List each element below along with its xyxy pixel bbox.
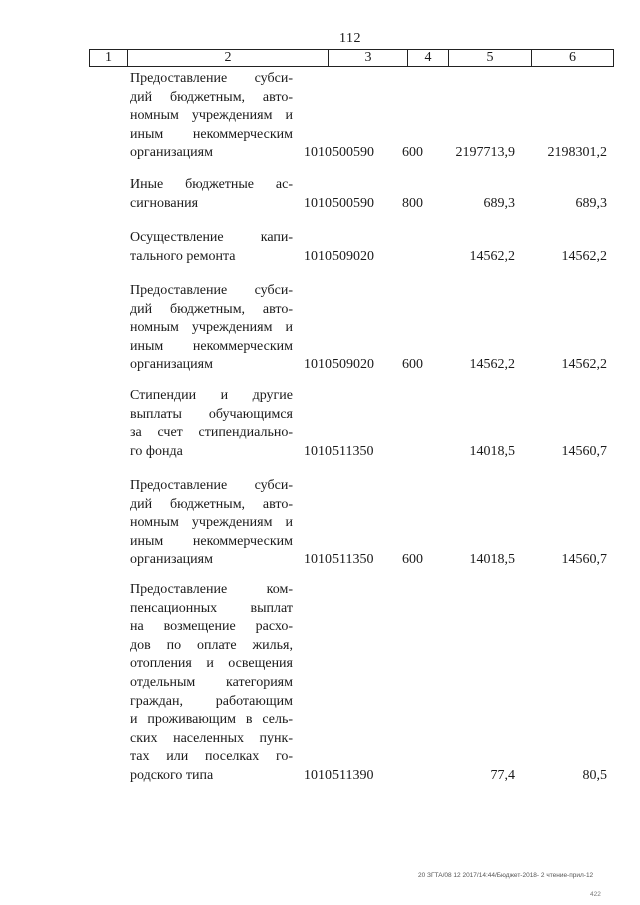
description-line: Иные бюджетные ас- xyxy=(130,177,293,192)
expense-type: 600 xyxy=(402,357,423,373)
footer-page-number: 422 xyxy=(590,891,601,898)
description-line: отопления и освещения xyxy=(130,656,293,672)
row-description xyxy=(130,70,293,163)
target-code: 1010509020 xyxy=(304,357,374,373)
target-code: 1010511350 xyxy=(304,443,374,459)
amount-col6: 689,3 xyxy=(575,195,607,211)
row-description xyxy=(130,282,293,375)
description-line: дий бюджетным, авто- xyxy=(130,496,293,512)
expense-type: 600 xyxy=(402,552,423,568)
row-description xyxy=(130,581,293,786)
description-line: Предоставление субси- xyxy=(130,478,293,493)
target-code: 1010500590 xyxy=(304,145,374,161)
description-line: тального ремонта xyxy=(130,248,236,264)
description-line: тах или поселках го- xyxy=(130,749,293,765)
expense-type: 800 xyxy=(402,195,423,211)
amount-col6: 14562,2 xyxy=(561,357,607,373)
amount-col6: 14560,7 xyxy=(561,443,607,459)
description-line: родского типа xyxy=(130,767,214,783)
column-header-4: 4 xyxy=(408,50,449,67)
description-line: граждан, работающим xyxy=(130,693,293,709)
amount-col5: 14018,5 xyxy=(469,552,515,568)
print-footer: 20 ЗГТА/08 12 2017/14:44/Бюджет-2018- 2 чтение-прил-12 xyxy=(418,872,594,879)
description-line: организациям xyxy=(130,552,213,568)
target-code: 1010511350 xyxy=(304,552,374,568)
description-line: отдельным категориям xyxy=(130,674,293,690)
description-line: номным учреждениям и xyxy=(130,320,293,336)
description-line: дов по оплате жилья, xyxy=(130,637,293,653)
description-line: Предоставление субси- xyxy=(130,283,293,298)
description-line: выплаты обучающимся xyxy=(130,406,293,422)
description-line: на возмещение расхо- xyxy=(130,619,293,635)
amount-col5: 77,4 xyxy=(490,768,515,783)
amount-col6: 2198301,2 xyxy=(547,145,607,161)
expense-type: 600 xyxy=(402,145,423,161)
description-line: Стипендии и другие xyxy=(130,388,293,403)
target-code: 1010500590 xyxy=(304,195,374,211)
description-line: иным некоммерческим xyxy=(130,126,293,142)
description-line: номным учреждениям и xyxy=(130,108,293,124)
description-line: организациям xyxy=(130,357,213,373)
column-header-6: 6 xyxy=(532,50,614,67)
page-number: 112 xyxy=(339,31,361,46)
description-line: иным некоммерческим xyxy=(130,533,293,549)
description-line: дий бюджетным, авто- xyxy=(130,301,293,317)
description-line: и проживающим в сель- xyxy=(130,712,293,728)
description-line: за счет стипендиально- xyxy=(130,425,293,441)
column-header-5: 5 xyxy=(449,50,532,67)
amount-col6: 14562,2 xyxy=(561,248,607,264)
column-numbers-row xyxy=(90,50,614,67)
column-header-2: 2 xyxy=(128,50,329,67)
description-line: номным учреждениям и xyxy=(130,515,293,531)
amount-col6: 14560,7 xyxy=(561,552,607,568)
amount-col5: 14562,2 xyxy=(469,248,515,264)
description-line: Осуществление капи- xyxy=(130,230,293,245)
row-description xyxy=(130,387,293,461)
description-line: иным некоммерческим xyxy=(130,338,293,354)
description-line: го фонда xyxy=(130,443,183,459)
row-description xyxy=(130,477,293,570)
target-code: 1010509020 xyxy=(304,248,374,264)
description-line: организациям xyxy=(130,145,213,161)
amount-col6: 80,5 xyxy=(582,768,607,783)
column-header-table xyxy=(89,49,614,67)
row-description xyxy=(130,176,293,213)
column-header-3: 3 xyxy=(329,50,408,67)
row-description xyxy=(130,229,293,266)
amount-col5: 14018,5 xyxy=(469,443,515,459)
description-line: сигнования xyxy=(130,195,199,211)
column-header-1: 1 xyxy=(90,50,128,67)
amount-col5: 2197713,9 xyxy=(455,145,515,161)
target-code: 1010511390 xyxy=(304,768,374,783)
amount-col5: 14562,2 xyxy=(469,357,515,373)
amount-col5: 689,3 xyxy=(483,195,515,211)
description-line: ских населенных пунк- xyxy=(130,730,293,746)
description-line: Предоставление ком- xyxy=(130,582,293,597)
description-line: пенсационных выплат xyxy=(130,600,293,616)
description-line: Предоставление субси- xyxy=(130,71,293,86)
description-line: дий бюджетным, авто- xyxy=(130,89,293,105)
